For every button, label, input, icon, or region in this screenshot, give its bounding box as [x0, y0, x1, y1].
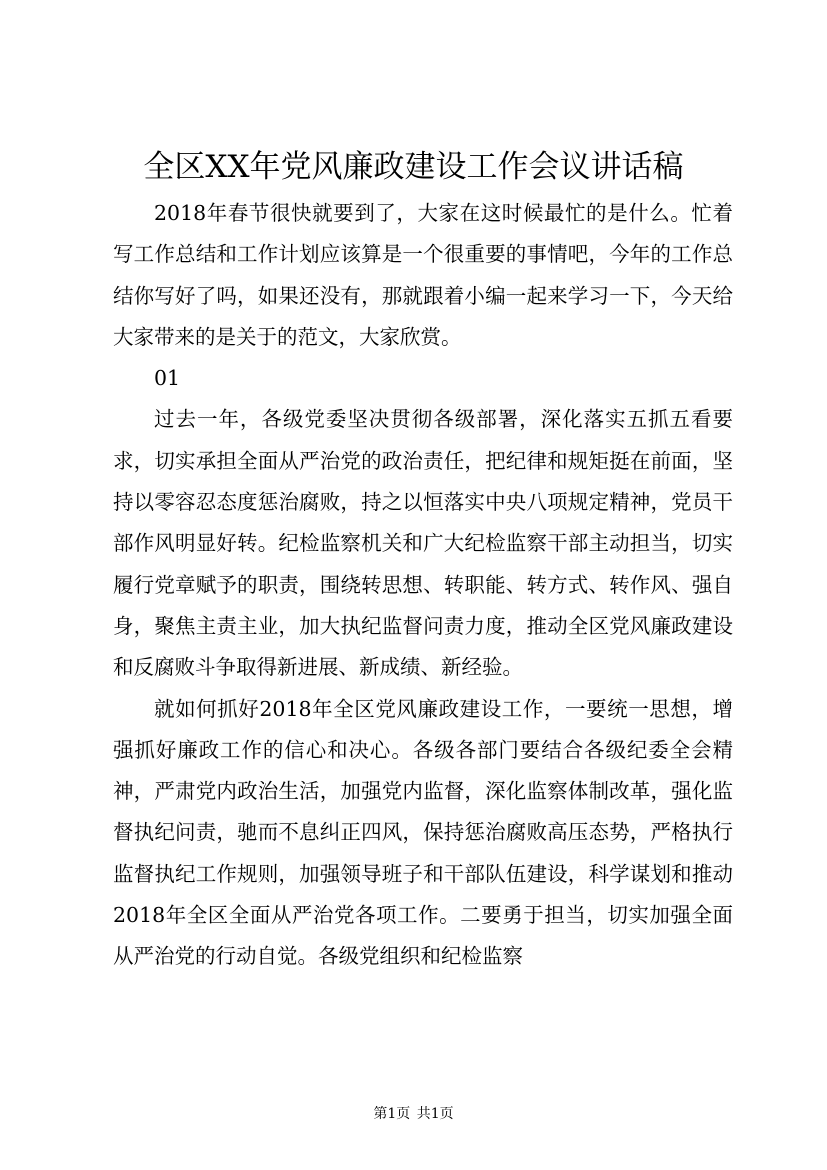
paragraph-plan: 就如何抓好2018年全区党风廉政建设工作，一要统一思想，增强抓好廉政工作的信心和决心。各级各部门要结合各级纪委全会精神，严肃党内政治生活，加强党内监督，深化监察体制改革，强化监督执纪问责，驰而不息纠正四风，保持惩治腐败高压态势，严格执行监督执纪工作规则，加强领导班子和干部队伍建设，科学谋划和推动2018年全区全面从严治党各项工作。二要勇于担当，切实加强全面从严治党的行动自觉。各级党组织和纪检监察 [113, 696, 733, 969]
document-body [113, 193, 733, 978]
paragraph-review: 过去一年，各级党委坚决贯彻各级部署，深化落实五抓五看要求，切实承担全面从严治党的政治责任，把纪律和规矩挺在前面，坚持以零容忍态度惩治腐败，持之以恒落实中央八项规定精神，党员干部作风明显好转。纪检监察机关和广大纪检监察干部主动担当，切实履行党章赋予的职责，围绕转思想、转职能、转方式、转作风、强自身，聚焦主责主业，加大执纪监督问责力度，推动全区党风廉政建设和反腐败斗争取得新进展、新成绩、新经验。 [113, 407, 733, 680]
total-pages: 共1页 [416, 1106, 454, 1122]
section-number: 01 [154, 366, 181, 391]
page-number: 第1页 [373, 1106, 411, 1122]
paragraph-intro: 2018年春节很快就要到了，大家在这时候最忙的是什么。忙着写工作总结和工作计划应该算是一个很重要的事情吧，今年的工作总结你写好了吗，如果还没有，那就跟着小编一起来学习一下，今天给大家带来的是关于的范文，大家欣赏。 [113, 201, 733, 349]
page-footer [0, 1104, 827, 1124]
document-title: 全区XX年党风廉政建设工作会议讲话稿 [143, 149, 684, 185]
